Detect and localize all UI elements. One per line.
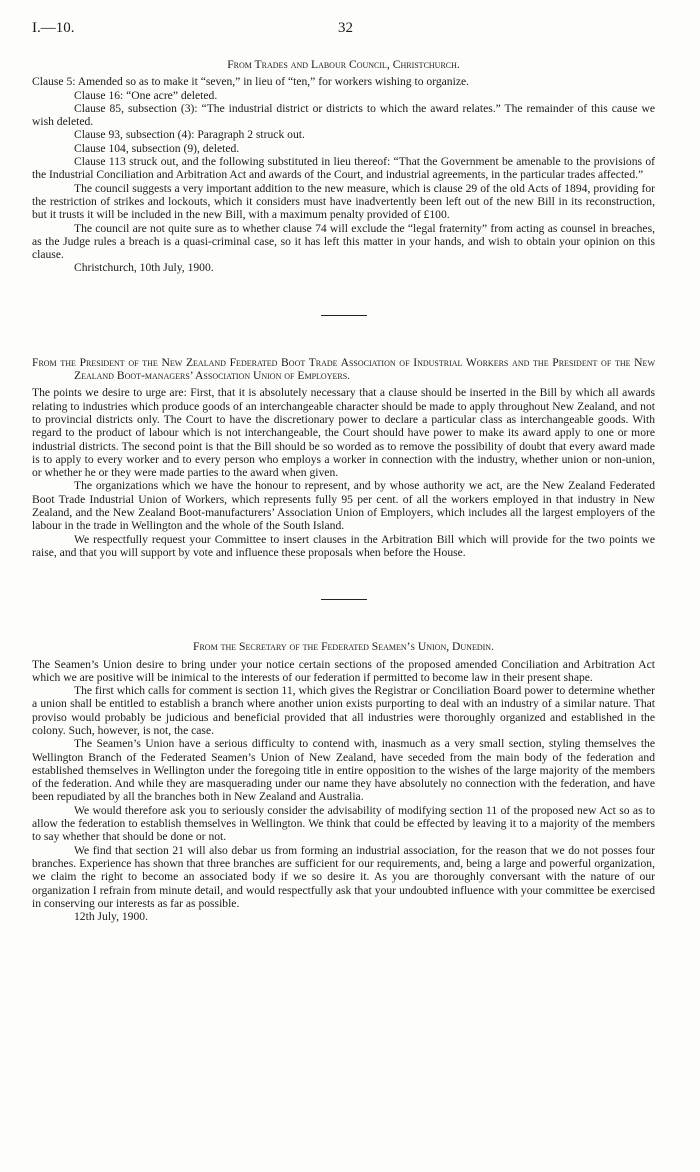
paragraph: The first which calls for comment is section 11, which gives the Registrar or Conciliation Board power to determine whether a union shall be entitled to establish a branch where another union exists purporting to deal with an industry of a similar nature. That proviso would probably be judicious and beneficial provided that all industries were thoroughly organized and established in the colony. Such, however, is not, the case. [32,684,655,737]
paragraph: The Seamen’s Union have a serious difficulty to contend with, inasmuch as a very small section, styling themselves the Wellington Branch of the Federated Seamen’s Union of New Zealand, have seceded from the main body of the federation and established themselves in Wellington under the foregoing title in entire opposition to the wishes of the large majority of the members of the federation. And while they are masquerading under our name they have absolutely no connection with the federation, and have been repudiated by all the branches both in New Zealand and Australia. [32,737,655,804]
paragraph: Clause 16: “One acre” deleted. [74,88,218,102]
paragraph: Clause 93, subsection (4): Paragraph 2 struck out. [74,128,305,142]
section-boot-trade-association [32,356,655,559]
section-title: From the Secretary of the Federated Seamen’s Union, Dunedin. [193,640,494,654]
paragraph: The council are not quite sure as to whether clause 74 will exclude the “legal fraternity” from acting as counsel in breaches, as the Judge rules a breach is a quasi-criminal case, so it has left this matter in your hands, and wish to obtain your opinion on this clause. [32,221,655,262]
paragraph: Clause 113 struck out, and the following substituted in lieu thereof: “That the Government be amenable to the provisions of the Industrial Conciliation and Arbitration Act and awards of the Court, and industrial agreements, in the particular trades affected.” [32,155,655,182]
signoff: 12th July, 1900. [74,910,148,924]
section-trades-labour-council [32,58,655,275]
paragraph: The Seamen’s Union desire to bring under your notice certain sections of the proposed amended Conciliation and Arbitration Act which we are positive will be inimical to the interests of our federation if permitted to become law in their present shape. [32,657,655,684]
section-divider [321,599,367,600]
paragraph: We find that section 21 will also debar us from forming an industrial association, for the reason that we do not posses four branches. Experience has shown that three branches are sufficient for our requirements, and, being a large and powerful organization, we claim the right to become an associated body if we so desire it. As you are thoroughly conversant with the nature of our organization I refrain from minute detail, and would respectfully ask that your undoubted influence with your committee be exercised in conserving our interests as far as possible. [32,843,655,910]
signoff: Christchurch, 10th July, 1900. [74,261,214,275]
page-header [32,22,655,40]
paragraph: The points we desire to urge are: First, that it is absolutely necessary that a clause should be inserted in the Bill by which all awards relating to industries which produce goods of an interchangeable character should be made to apply throughout New Zealand, and not to provincial districts only. The Court to have the discretionary power to declare a particular class as interchangeable goods. With regard to the product of labour which is not interchangeable, the Court should have power to make its award apply to one or more industrial districts. The second point is that the Bill should be so worded as to remove the possibility of doubt that every award made is to apply to every worker and to every person who employs a worker in connection with the industry, whether union or non-union, or whether he or they were made parties to the award when given. [32,386,655,480]
paragraph: The organizations which we have the honour to represent, and by whose authority we act, are the New Zealand Federated Boot Trade Industrial Union of Workers, which represents fully 95 per cent. of all the workers employed in that industry in New Zealand, and the New Zealand Boot-manufacturers’ Association Union of Employers, which includes all the largest employers of the labour in the trade in Wellington and the whole of the South Island. [32,479,655,533]
paragraph: Clause 5: Amended so as to make it “seven,” in lieu of “ten,” for workers wishing to organize. [32,75,470,89]
paragraph: We respectfully request your Committee to insert clauses in the Arbitration Bill which will provide for the two points we raise, and that you will support by vote and influence these proposals when before the House. [32,532,655,559]
section-title: From Trades and Labour Council, Christchurch. [227,58,460,71]
section-title: From the President of the New Zealand Federated Boot Trade Association of Industrial Workers and the President of the New Zealand Boot-managers’ Association Union of Employers. [32,355,655,383]
paragraph: Clause 104, subsection (9), deleted. [74,141,240,155]
page-number: 32 [338,20,353,36]
paragraph: Clause 85, subsection (3): “The industrial district or districts to which the award relates.” The remainder of this cause we wish deleted. [32,101,655,129]
document-page [32,22,655,923]
section-seamens-union [32,640,655,923]
paragraph: The council suggests a very important addition to the new measure, which is clause 29 of the old Acts of 1894, providing for the restriction of strikes and lockouts, which it considers must have inadvertently been left out of the new Bill in its reconstruction, but it trusts it will be included in the new Bill, with a maximum penalty provided of £100. [32,181,655,222]
section-divider [321,315,367,316]
page-id: I.—10. [32,20,75,36]
paragraph: We would therefore ask you to seriously consider the advisability of modifying section 11 of the proposed new Act so as to allow the federation to establish themselves in Wellington. We think that could be effected by leaving it to a majority of the members to say whether that should be done or not. [32,803,655,844]
